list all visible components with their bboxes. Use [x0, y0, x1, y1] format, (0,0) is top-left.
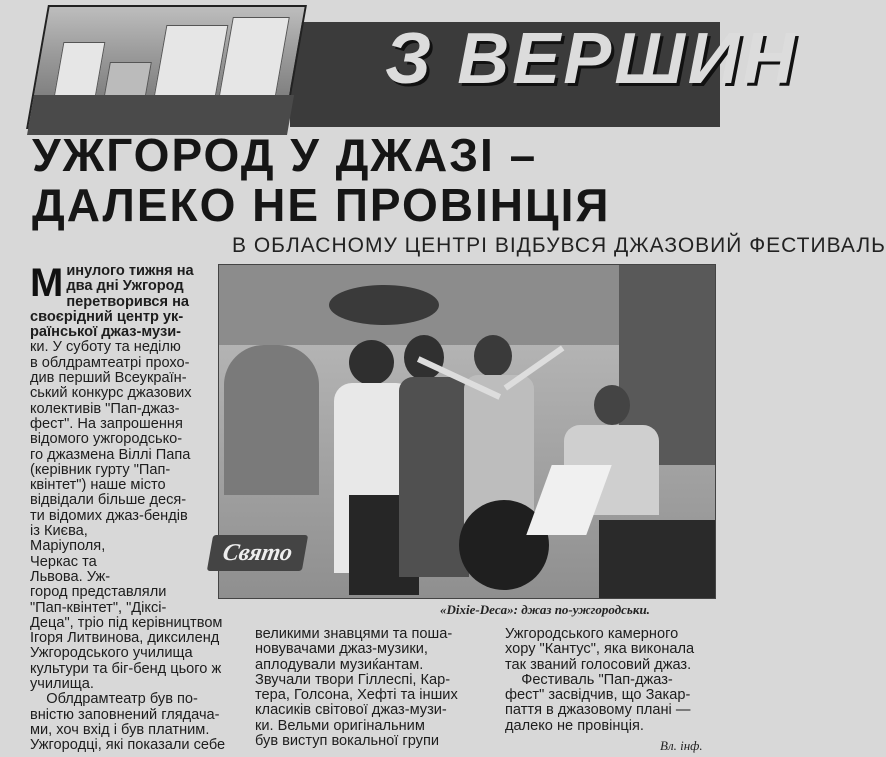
- text-line: Маріуполя,: [30, 538, 106, 555]
- text-line: великими знавцями та поша-: [255, 626, 453, 642]
- text-line: в облдрамтеатрі прохо-: [30, 354, 190, 371]
- text-line: Черкас та: [30, 553, 97, 570]
- text-line: го джазмена Віллі Папа: [30, 446, 191, 463]
- text-line: Ігоря Литвинова, диксиленд: [30, 630, 220, 647]
- author-signature: Вл. інф.: [660, 738, 703, 753]
- text-line: два дні Ужгород: [66, 278, 184, 295]
- text-line: квінтет") наше місто: [30, 477, 166, 494]
- text-line: ський конкурс джазових: [30, 385, 192, 402]
- text-line: Ужгородського училища: [30, 645, 193, 662]
- column-1-lines: [30, 261, 226, 754]
- text-line: тера, Голсона, Хефті та інших: [255, 687, 458, 704]
- text-line: раїнської джаз-музи-: [30, 324, 182, 341]
- text-line: своєрідний центр ук-: [30, 308, 184, 325]
- drop-cap: М: [30, 261, 64, 305]
- text-line: див перший Всеукраїн-: [30, 370, 187, 387]
- text-line: Звучали твори Гіллеспі, Кар-: [255, 671, 451, 688]
- text-line: "Пап-квінтет", "Діксі-: [30, 599, 167, 616]
- text-line: ти відомих джаз-бендів: [30, 507, 188, 524]
- column-2-lines: [255, 627, 495, 749]
- city-photo: [26, 5, 307, 129]
- text-line: ки. У суботу та неділю: [30, 339, 181, 356]
- subtitle: В ОБЛАСНОМУ ЦЕНТРІ ВІДБУВСЯ ДЖАЗОВИЙ ФЕСТИВАЛЬ: [232, 234, 886, 257]
- svyato-badge: Свято: [207, 535, 308, 571]
- text-line: фест". На запрошення: [30, 415, 183, 432]
- text-line: перетворився на: [66, 293, 190, 310]
- text-line: инулого тижня на: [66, 263, 194, 279]
- text-line: далеко не провінція.: [505, 717, 644, 734]
- text-line: класиків світової джаз-музи-: [255, 702, 447, 719]
- article-column-3: [505, 627, 715, 734]
- text-line: хору "Кантус", яка виконала: [505, 641, 695, 658]
- text-line: город представляли: [30, 584, 167, 601]
- text-line: (керівник гурту "Пап-: [30, 461, 171, 478]
- text-line: Ужгородці, які показали себе: [30, 737, 226, 754]
- text-line: Деца", тріо під керівництвом: [30, 614, 223, 631]
- photo-caption: «Dixie-Deca»: джаз по-ужгородськи.: [440, 602, 650, 617]
- text-line: Облдрамтеатр був по-: [30, 691, 198, 708]
- rubric-title: З ВЕРШИН: [385, 19, 798, 99]
- text-line: новувачами джаз-музики,: [255, 641, 428, 658]
- text-line: відвідали більше деся-: [30, 492, 187, 509]
- text-line: ки. Вельми оригінальним: [255, 717, 425, 734]
- text-line: аплодували музиќантам.: [255, 656, 424, 673]
- text-line: вністю заповнений глядача-: [30, 706, 220, 723]
- article-column-1: [30, 261, 226, 754]
- text-line: колективів "Пап-джаз-: [30, 400, 180, 417]
- text-line: із Києва,: [30, 523, 88, 540]
- text-line: фест" засвідчив, що Закар-: [505, 687, 691, 704]
- text-line: був виступ вокальної групи: [255, 733, 440, 750]
- headline-line-2: ДАЛЕКО НЕ ПРОВІНЦІЯ: [32, 179, 611, 231]
- headline-line-1: УЖГОРОД У ДЖАЗІ –: [32, 129, 538, 181]
- text-line: відомого ужгородсько-: [30, 431, 183, 448]
- text-line: Ужгородського камерного: [505, 626, 679, 642]
- text-line: ми, хоч вхід і був платним.: [30, 721, 210, 738]
- text-line: паття в джазовому плані —: [505, 702, 691, 719]
- text-line: культури та біг-бенд цього ж: [30, 660, 222, 677]
- article-column-2: [255, 627, 495, 749]
- text-line: Фестиваль "Пап-джаз-: [505, 671, 673, 688]
- column-3-lines: [505, 627, 715, 734]
- text-line: училища.: [30, 676, 94, 693]
- text-line: так званий голосовий джаз.: [505, 656, 692, 673]
- text-line: Львова. Уж-: [30, 568, 111, 585]
